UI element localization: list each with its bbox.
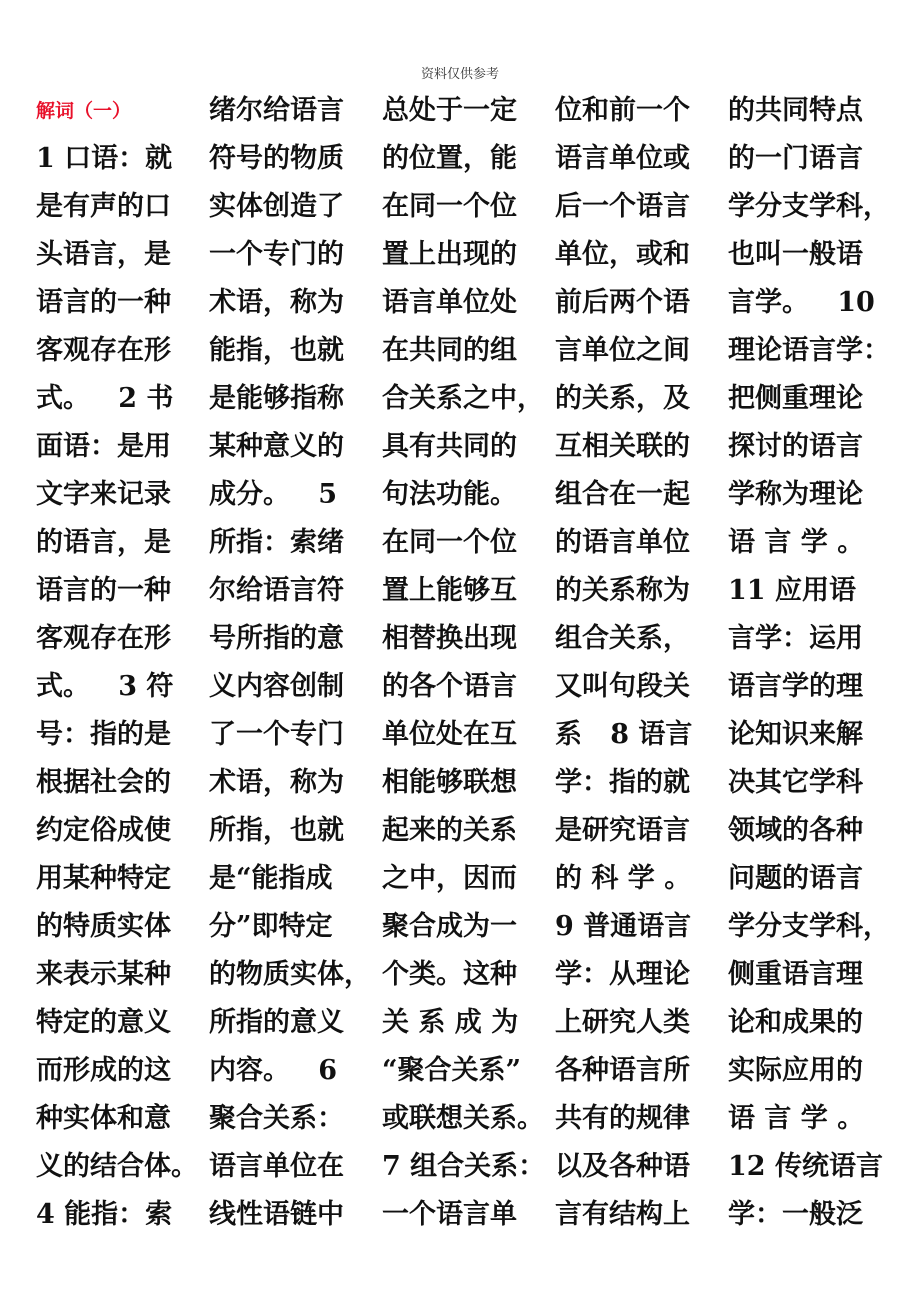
text-line: 置上出现的 bbox=[382, 239, 517, 270]
text-line: 的语言单位 bbox=[555, 527, 690, 558]
text-line: 尔给语言符 bbox=[209, 575, 344, 606]
text-line: 以及各种语 bbox=[555, 1151, 690, 1182]
text-line: 在共同的组 bbox=[382, 335, 517, 366]
text-line: 用某种特定 bbox=[36, 863, 171, 894]
text-line: 系 8 语言 bbox=[555, 719, 693, 750]
text-line: 是“能指成 bbox=[209, 863, 333, 894]
text-line: 起来的关系 bbox=[382, 815, 517, 846]
text-line: 学分支学科， bbox=[728, 911, 890, 942]
text-line: 学分支学科， bbox=[728, 191, 890, 222]
text-line: 聚合成为一 bbox=[382, 911, 517, 942]
text-line: 7 组合关系： bbox=[382, 1151, 546, 1182]
text-line: 内容。 6 bbox=[209, 1055, 337, 1086]
text-column-1 bbox=[36, 87, 208, 1239]
text-line: 号所指的意 bbox=[209, 623, 344, 654]
text-line: 文字来记录 bbox=[36, 479, 171, 510]
text-column-4 bbox=[555, 87, 727, 1239]
text-line: 一个语言单 bbox=[382, 1199, 517, 1230]
text-line: 了一个专门 bbox=[209, 719, 344, 750]
text-line: 1 口语：就 bbox=[36, 143, 173, 174]
text-line: 具有共同的 bbox=[382, 431, 517, 462]
text-line: 所指的意义 bbox=[209, 1007, 344, 1038]
text-line: 能指，也就 bbox=[209, 335, 344, 366]
text-line: 也叫一般语 bbox=[728, 239, 863, 270]
text-line: 客观存在形 bbox=[36, 623, 171, 654]
text-line: 义内容创制 bbox=[209, 671, 344, 702]
text-line: 9 普通语言 bbox=[555, 911, 692, 942]
text-line: 绪尔给语言 bbox=[209, 95, 344, 126]
text-line: 术语，称为 bbox=[209, 287, 344, 318]
text-line: “聚合关系” bbox=[382, 1055, 522, 1086]
text-line: 言有结构上 bbox=[555, 1199, 690, 1230]
text-line: 来表示某种 bbox=[36, 959, 171, 990]
text-line: 单位，或和 bbox=[555, 239, 690, 270]
text-line: 学称为理论 bbox=[728, 479, 863, 510]
text-line: 句法功能。 bbox=[382, 479, 517, 510]
text-line: 领域的各种 bbox=[728, 815, 863, 846]
text-line: 实体创造了 bbox=[209, 191, 344, 222]
text-line: 之中，因而 bbox=[382, 863, 517, 894]
text-line: 聚合关系： bbox=[209, 1103, 344, 1134]
text-line: 4 能指：索 bbox=[36, 1199, 173, 1230]
text-line: 在同一个位 bbox=[382, 527, 517, 558]
text-line: 是研究语言 bbox=[555, 815, 690, 846]
text-line: 问题的语言 bbox=[728, 863, 863, 894]
text-line: 组合在一起 bbox=[555, 479, 690, 510]
text-line: 总处于一定 bbox=[382, 95, 517, 126]
text-line: 所指：索绪 bbox=[209, 527, 344, 558]
text-line: 后一个语言 bbox=[555, 191, 690, 222]
text-line: 头语言，是 bbox=[36, 239, 171, 270]
text-line: 学：指的就 bbox=[555, 767, 690, 798]
text-line: 11 应用语 bbox=[728, 575, 856, 606]
text-line: 式。 2 书 bbox=[36, 383, 174, 414]
text-line: 语言单位处 bbox=[382, 287, 517, 318]
text-line: 种实体和意 bbox=[36, 1103, 171, 1134]
text-line: 组合关系， bbox=[555, 623, 690, 654]
text-column-2 bbox=[209, 87, 381, 1239]
text-line: 学：一般泛 bbox=[728, 1199, 863, 1230]
text-line: 一个专门的 bbox=[209, 239, 344, 270]
text-line: 线性语链中 bbox=[209, 1199, 344, 1230]
text-line: 合关系之中， bbox=[382, 383, 544, 414]
text-line: 语 言 学 。 bbox=[728, 1103, 865, 1134]
text-line: 术语，称为 bbox=[209, 767, 344, 798]
text-line: 而形成的这 bbox=[36, 1055, 171, 1086]
text-line: 置上能够互 bbox=[382, 575, 517, 606]
text-line: 成分。 5 bbox=[209, 479, 337, 510]
text-line: 的位置，能 bbox=[382, 143, 517, 174]
text-line: 12 传统语言 bbox=[728, 1151, 883, 1182]
text-line: 共有的规律 bbox=[555, 1103, 690, 1134]
text-line: 关 系 成 为 bbox=[382, 1007, 519, 1038]
text-line: 位和前一个 bbox=[555, 95, 690, 126]
text-line: 语 言 学 。 bbox=[728, 527, 865, 558]
text-line: 约定俗成使 bbox=[36, 815, 171, 846]
text-line: 学：从理论 bbox=[555, 959, 690, 990]
text-line: 言学：运用 bbox=[728, 623, 863, 654]
text-line: 论知识来解 bbox=[728, 719, 863, 750]
text-line: 又叫句段关 bbox=[555, 671, 690, 702]
text-line: 相替换出现 bbox=[382, 623, 517, 654]
text-line: 实际应用的 bbox=[728, 1055, 863, 1086]
text-line: 客观存在形 bbox=[36, 335, 171, 366]
text-line: 式。 3 符 bbox=[36, 671, 174, 702]
text-line: 互相关联的 bbox=[555, 431, 690, 462]
text-line: 的共同特点 bbox=[728, 95, 863, 126]
text-line: 或联想关系。 bbox=[382, 1103, 544, 1134]
text-line: 在同一个位 bbox=[382, 191, 517, 222]
text-line: 义的结合体。 bbox=[36, 1151, 198, 1182]
text-line: 的各个语言 bbox=[382, 671, 517, 702]
text-line: 的一门语言 bbox=[728, 143, 863, 174]
text-line: 论和成果的 bbox=[728, 1007, 863, 1038]
text-line: 号：指的是 bbox=[36, 719, 171, 750]
section-heading: 解词（一） bbox=[36, 100, 132, 122]
text-line: 分”即特定 bbox=[209, 911, 333, 942]
text-line: 特定的意义 bbox=[36, 1007, 171, 1038]
text-line: 的关系，及 bbox=[555, 383, 690, 414]
text-line: 单位处在互 bbox=[382, 719, 517, 750]
text-line: 前后两个语 bbox=[555, 287, 690, 318]
text-line: 的 科 学 。 bbox=[555, 863, 692, 894]
text-line: 各种语言所 bbox=[555, 1055, 690, 1086]
text-line: 探讨的语言 bbox=[728, 431, 863, 462]
text-line: 语言的一种 bbox=[36, 287, 171, 318]
text-line: 根据社会的 bbox=[36, 767, 171, 798]
text-line: 理论语言学： bbox=[728, 335, 890, 366]
text-line: 的特质实体 bbox=[36, 911, 171, 942]
text-line: 是能够指称 bbox=[209, 383, 344, 414]
text-line: 语言单位或 bbox=[555, 143, 690, 174]
text-line: 相能够联想 bbox=[382, 767, 517, 798]
page-header: 资料仅供参考 bbox=[420, 67, 499, 82]
text-line: 符号的物质 bbox=[209, 143, 344, 174]
text-column-5 bbox=[728, 87, 900, 1239]
text-line: 个类。这种 bbox=[382, 959, 517, 990]
text-line: 面语：是用 bbox=[36, 431, 171, 462]
text-line: 的关系称为 bbox=[555, 575, 690, 606]
text-line: 决其它学科 bbox=[728, 767, 863, 798]
text-line: 上研究人类 bbox=[555, 1007, 690, 1038]
text-line: 所指，也就 bbox=[209, 815, 344, 846]
text-line: 把侧重理论 bbox=[728, 383, 863, 414]
text-line: 的物质实体， bbox=[209, 959, 371, 990]
text-line: 言单位之间 bbox=[555, 335, 690, 366]
text-line: 言学。 10 bbox=[728, 287, 875, 318]
text-line: 的语言，是 bbox=[36, 527, 171, 558]
text-line: 语言的一种 bbox=[36, 575, 171, 606]
text-line: 是有声的口 bbox=[36, 191, 171, 222]
text-line: 某种意义的 bbox=[209, 431, 344, 462]
text-line: 语言单位在 bbox=[209, 1151, 344, 1182]
text-line: 语言学的理 bbox=[728, 671, 863, 702]
text-column-3 bbox=[382, 87, 554, 1239]
text-line: 侧重语言理 bbox=[728, 959, 863, 990]
